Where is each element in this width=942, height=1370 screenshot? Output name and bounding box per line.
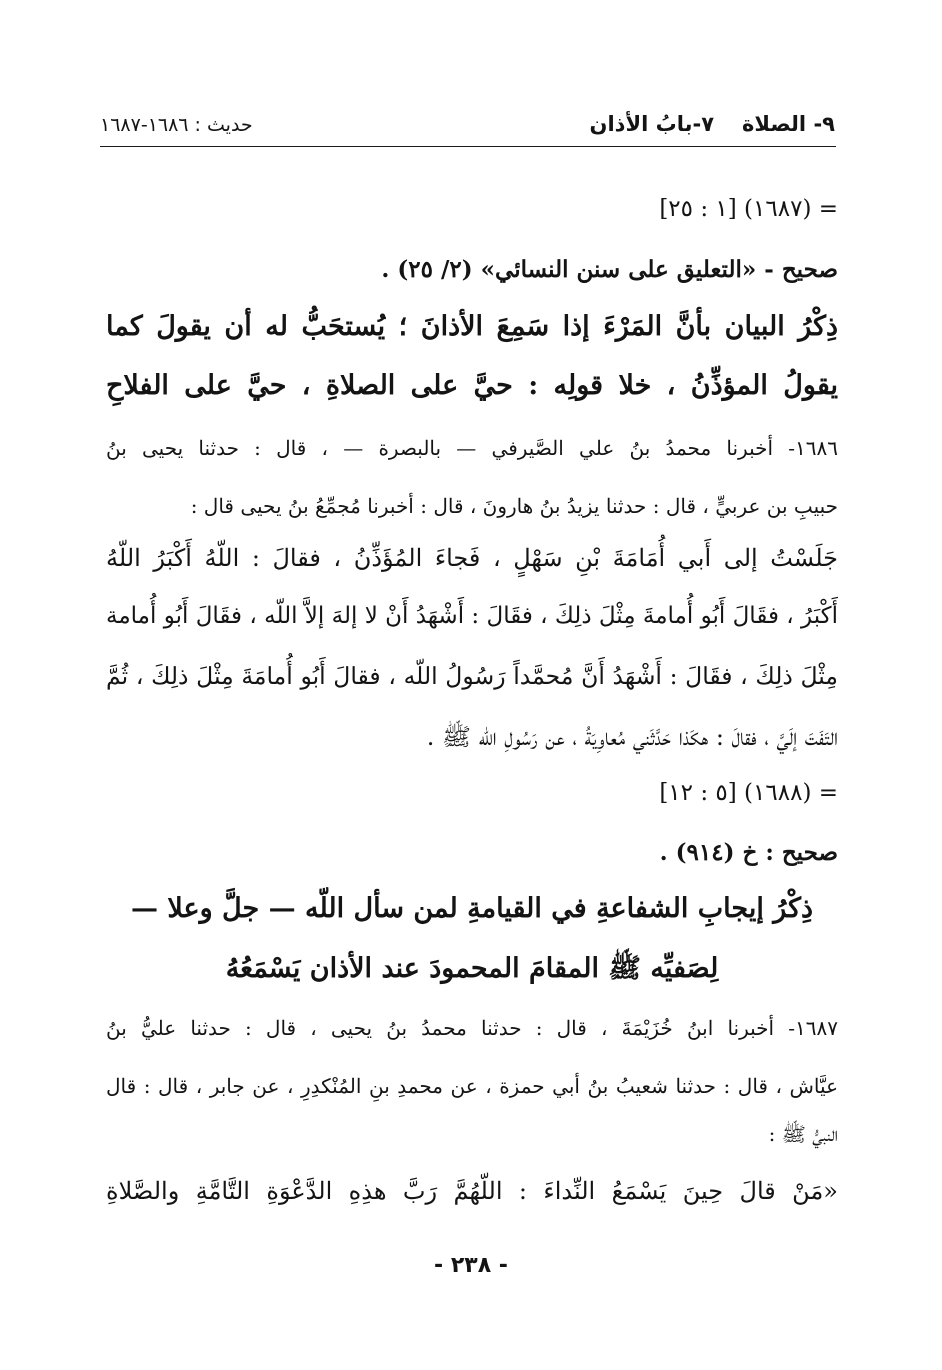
chapter-heading-1-line-1: ذِكْرُ البيان بأنَّ المَرْءَ إذا سَمِعَ الأذانَ ؛ يُستحَبُّ له أن يقولَ كما: [106, 311, 838, 342]
chapter-heading-2-line-1: ذِكْرُ إيجابِ الشفاعةِ في القيامةِ لمن سأل اللّه — جلَّ وعلا —: [130, 893, 814, 924]
hadith-1686-matn-line-2: أَكْبَرُ ، فقَالَ أَبُو أُمامةَ مِثْلَ ذلِكَ ، فقَالَ : أَشْهَدُ أَنْ لا إلهَ إلاَّ اللّه ، فقَالَ أَبُو أُمامة: [106, 603, 838, 629]
header-rule: [100, 146, 836, 147]
chapter-title: ٧-بابُ الأذان: [589, 112, 715, 136]
hadith-1686-isnad-line-2: حبيبِ بن عربيٍّ ، قال : حدثنا يزيدُ بنُ هارونَ ، قال : أخبرنا مُجمِّعُ بنُ يحيى قال :: [190, 494, 838, 518]
cross-reference-1687: = (١٦٨٧) [١ : ٢٥]: [659, 196, 838, 222]
cross-reference-1688: = (١٦٨٨) [٥ : ١٢]: [659, 780, 838, 806]
page-number: - ٢٣٨ -: [434, 1253, 508, 1278]
book-title: ٩- الصلاة: [742, 112, 835, 136]
hadith-1687-isnad-line-2: عيَّاش ، قال : حدثنا شعيبُ بنُ أبي حمزة ، عن محمدِ بنِ المُنْكدِرِ ، عن جابر ، قال : قال: [106, 1074, 838, 1098]
hadith-1687-matn-line-1: «مَنْ قالَ حِينَ يَسْمَعُ النِّداءَ : اللّهُمَّ رَبَّ هذِهِ الدَّعْوَةِ التَّامَّةِ والصَّلاةِ: [106, 1177, 838, 1205]
hadith-1686-matn-line-4: التَفَتَ إلَيَّ ، فقالَ : هكَذا حَدَّثَني مُعاوِيَةُ ، عن رَسُولِ اللّه ﷺ .: [426, 723, 838, 751]
running-header-chapter: [590, 112, 835, 136]
hadith-1686-matn-line-1: جَلَسْتُ إلى أَبي أُمَامَةَ بْنِ سَهْلٍ ، فَجاءَ المُؤَذِّنُ ، فقالَ : اللّهُ أَكْبَرُ اللّهُ: [106, 544, 838, 572]
grading-note-1: صحيح - «التعليق على سنن النسائي» (٢/ ٢٥) .: [381, 256, 838, 283]
chapter-heading-1-line-2: يقولُ المؤذِّنُ ، خلا قولِه : حيَّ على الصلاةِ ، حيَّ على الفلاحِ: [106, 370, 838, 401]
running-header: [100, 108, 835, 142]
hadith-1687-isnad-line-1: ١٦٨٧- أخبرنا ابنُ خُزَيْمَةَ ، قال : حدثنا محمدُ بنُ يحيى ، قال : حدثنا عليُّ بنُ: [106, 1016, 838, 1040]
hadith-1686-isnad-line-1: ١٦٨٦- أخبرنا محمدُ بنُ علي الصَّيرفي — بالبصرة — ، قال : حدثنا يحيى بنُ: [106, 436, 838, 460]
hadith-range: حديث : ١٦٨٦-١٦٨٧: [100, 114, 253, 136]
chapter-heading-2-line-2: لِصَفيِّه ﷺ المقامَ المحمودَ عند الأذان يَسْمَعُهُ: [225, 953, 719, 984]
grading-note-2: صحيح : خ (٩١٤) .: [659, 839, 838, 866]
hadith-1687-isnad-line-3: النبيُّ ﷺ :: [768, 1122, 838, 1146]
hadith-1686-matn-line-3: مِثْلَ ذلِكَ ، فقَالَ : أَشْهَدُ أَنَّ مُحمَّداً رَسُولُ اللّه ، فقالَ أَبُو أُمامَةَ مِثْلَ ذلِكَ ، ثُمَّ: [106, 662, 838, 690]
